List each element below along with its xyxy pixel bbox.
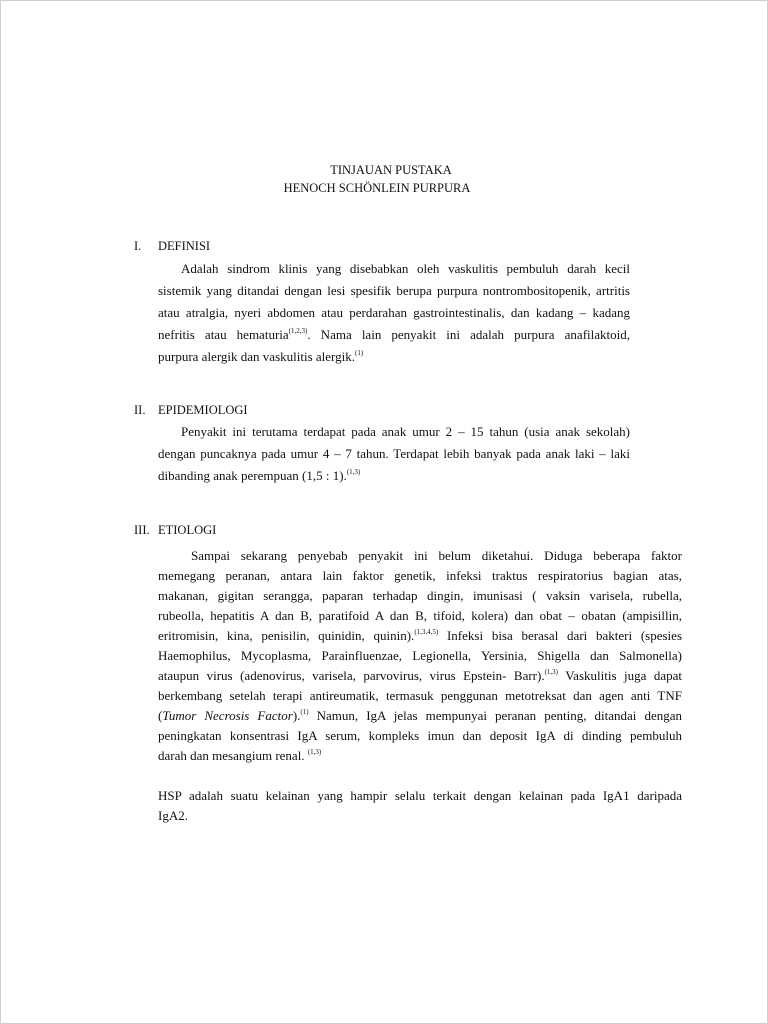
citation: (1,3) [544, 668, 558, 676]
document-title: TINJAUAN PUSTAKA [330, 163, 452, 177]
definisi-paragraph [158, 258, 630, 368]
paragraph-line: nefritis atau hematuria$^{(1,2,3)}$. Nama lain penyakit ini adalah purpura anafilaktoid, [158, 327, 630, 342]
paragraph-line: berkembang setelah terapi antireumatik, termasuk penggunan metotreksat dan agen anti TNF [158, 688, 682, 703]
section-number: II. [134, 403, 146, 417]
paragraph-line: makanan, gigitan serangga, paparan terhadap dingin, imunisasi ( vaksin varisela, rubella, [158, 588, 682, 603]
paragraph-line: dibanding anak perempuan (1,5 : 1).$^{(1,3)}$ [158, 468, 361, 483]
paragraph-line: sistemik yang ditandai dengan lesi spesifik berupa purpura nontrombositopenik, artritis [158, 283, 630, 298]
paragraph-line: peningkatan konsentrasi IgA serum, kompleks imun dan deposit IgA di dinding pembuluh [158, 728, 682, 743]
paragraph-line: IgA2. [158, 808, 188, 823]
document-subtitle: HENOCH SCHÖNLEIN PURPURA [283, 181, 471, 195]
citation: (1) [300, 708, 309, 716]
paragraph-line: eritromisin, kina, penisilin, quinidin, quinin).$^{(1,3,4,5)}$ Infeksi bisa berasal dari bakteri (spesies [158, 628, 682, 643]
etiologi-paragraph [158, 546, 682, 766]
citation: (1,2,3) [288, 327, 308, 335]
paragraph-line: atau atralgia, nyeri abdomen atau perdarahan gastrointestinalis, dan kadang – kadang [158, 305, 630, 320]
paragraph-line: (Tumor Necrosis Factor).$^{(1)}$ Namun, IgA jelas mempunyai peranan penting, ditandai dengan [158, 708, 682, 723]
closing-paragraph [158, 786, 682, 826]
paragraph-line: HSP adalah suatu kelainan yang hampir selalu terkait dengan kelainan pada IgA1 daripada [158, 788, 682, 803]
paragraph-line: dengan puncaknya pada umur 4 – 7 tahun. Terdapat lebih banyak pada anak laki – laki [158, 446, 630, 461]
paragraph-line: purpura alergik dan vaskulitis alergik.$^{(1)}$ [158, 349, 364, 364]
paragraph-line: Adalah sindrom klinis yang disebabkan oleh vaskulitis pembuluh darah kecil [181, 261, 630, 276]
italic-term: Tumor Necrosis Factor [162, 708, 293, 723]
section-heading: DEFINISI [158, 239, 211, 253]
epidemiologi-paragraph [158, 421, 630, 487]
citation: (1) [355, 349, 364, 357]
citation: (1,3) [346, 468, 361, 476]
section-number: III. [134, 523, 150, 537]
citation: (1,3,4,5) [414, 628, 439, 636]
paragraph-line: Sampai sekarang penyebab penyakit ini belum diketahui. Diduga beberapa faktor [191, 548, 682, 563]
section-heading: ETIOLOGI [158, 523, 217, 537]
citation: (1,3) [307, 748, 322, 756]
paragraph-line: Penyakit ini terutama terdapat pada anak umur 2 – 15 tahun (usia anak sekolah) [181, 424, 630, 439]
paragraph-line: memegang peranan, antara lain faktor genetik, infeksi traktus respiratorius bagian atas, [158, 568, 682, 583]
paragraph-line: rubeolla, hepatitis A dan B, paratifoid A dan B, tifoid, kolera) dan obat – obatan (ampisillin, [158, 608, 682, 623]
paragraph-line: darah dan mesangium renal. $^{(1,3)}$ [158, 748, 322, 763]
section-number: I. [134, 239, 142, 253]
paragraph-line: ataupun virus (adenovirus, varisela, parvovirus, virus Epstein- Barr).$^{(1,3)}$ Vaskulitis juga dapat [158, 668, 682, 683]
paragraph-line: Haemophilus, Mycoplasma, Parainfluenzae, Legionella, Yersinia, Shigella dan Salmonella) [158, 648, 682, 663]
section-heading: EPIDEMIOLOGI [158, 403, 248, 417]
